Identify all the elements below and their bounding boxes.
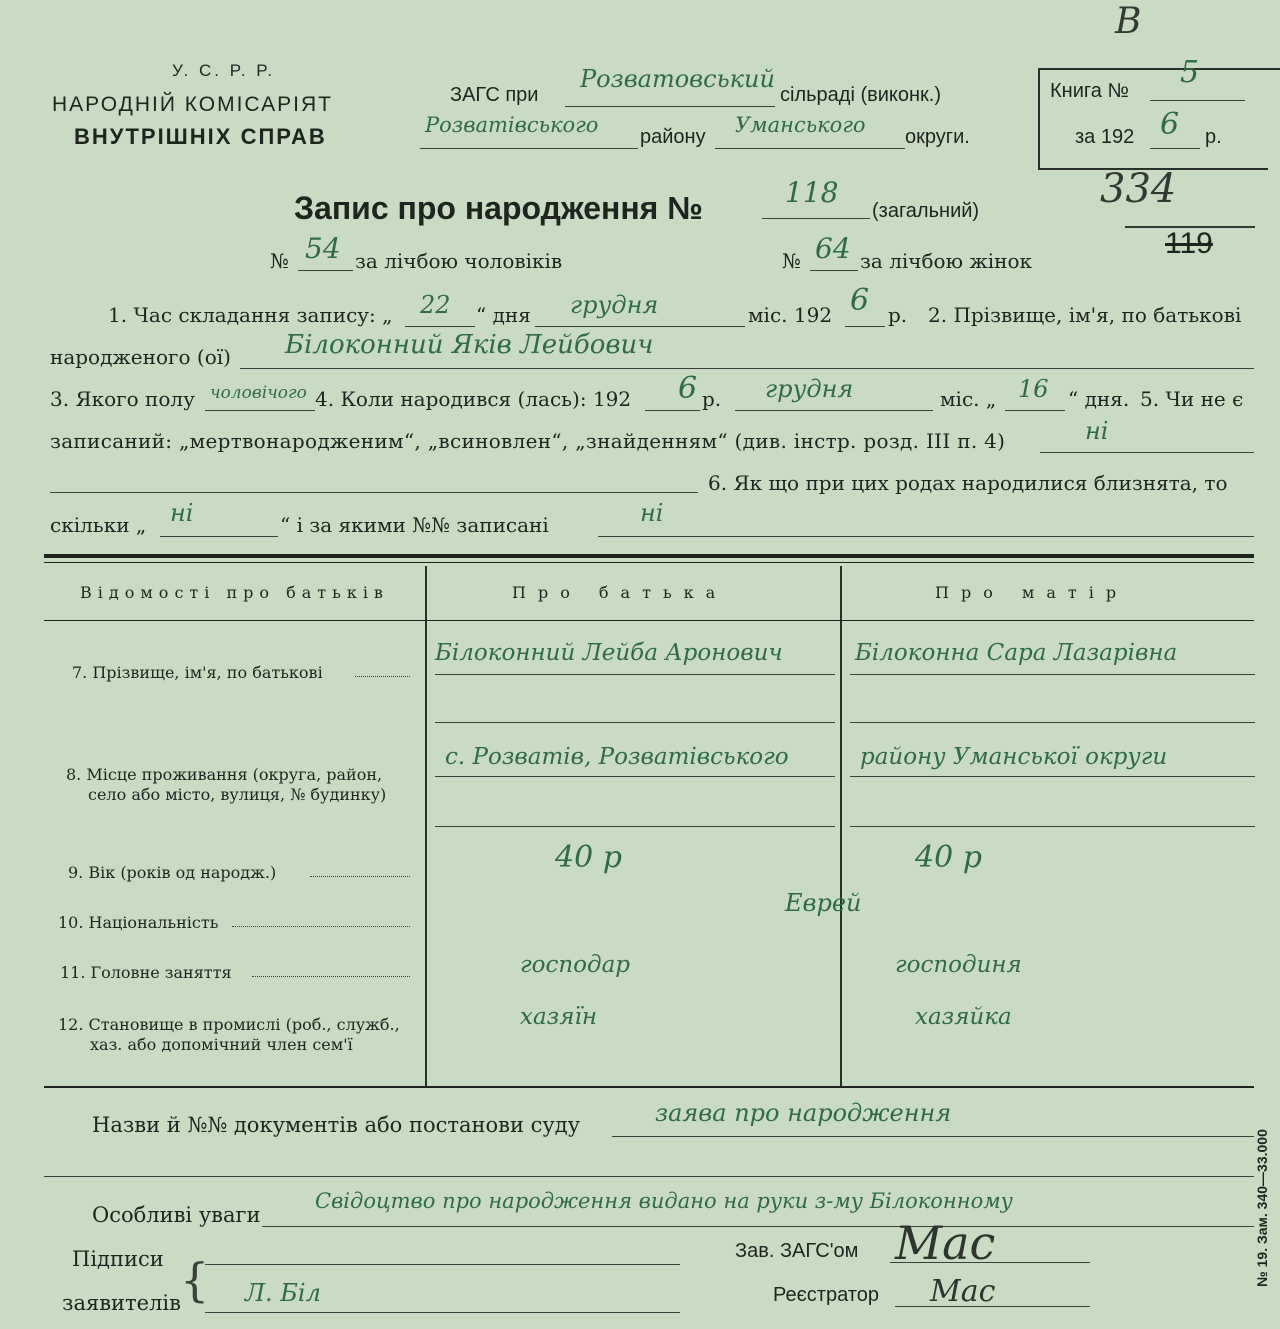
book-box-left-border	[1038, 70, 1040, 170]
row10-dots	[232, 926, 410, 927]
head-signature-handwritten: Мас	[895, 1216, 996, 1270]
row8-father-line1	[435, 776, 835, 777]
row7-father-line2	[435, 722, 835, 723]
row10-shared-handwritten: Еврей	[785, 889, 862, 917]
row7-father-line1	[435, 674, 835, 675]
corner-number-handwritten: 334	[1100, 166, 1177, 212]
row9-father-handwritten: 40 р	[555, 840, 622, 875]
commissariat-line2: ВНУТРІШНІХ СПРАВ	[74, 124, 327, 149]
signatures-label: Підписи	[72, 1247, 164, 1271]
birth-day-handwritten: 16	[1018, 375, 1049, 403]
item5-answer-line	[1040, 452, 1254, 453]
documents-label: Назви й №№ документів або постанови суду	[92, 1113, 581, 1137]
remarks-line	[262, 1226, 1254, 1227]
twins-numbers-handwritten: ні	[640, 499, 664, 527]
item5-label: 5. Чи не є	[1140, 387, 1244, 411]
registrar-signature-handwritten: Мас	[930, 1274, 996, 1309]
record-number-handwritten: 118	[785, 176, 839, 209]
row9-label: 9. Вік (років од народж.)	[68, 863, 277, 882]
record-day-line	[405, 326, 475, 327]
birth-year-handwritten: 6	[678, 371, 698, 406]
row11-father-handwritten: господар	[520, 952, 631, 978]
documents-line	[612, 1136, 1254, 1137]
twins-mid-label: “ і за якими №№ записані	[280, 513, 549, 537]
men-no-sign: №	[270, 249, 289, 273]
col2-header: Про батька	[512, 583, 728, 602]
birth-month-handwritten: грудня	[765, 375, 854, 403]
col3-header: Про матір	[935, 583, 1129, 602]
born-label: народженого (ої)	[50, 345, 231, 369]
women-no-sign: №	[782, 249, 801, 273]
book-year-line	[1150, 148, 1200, 149]
men-label: за лічбою чоловіків	[355, 249, 563, 273]
ussr-label: У. С. Р. Р.	[172, 61, 276, 80]
general-label: (загальний)	[872, 200, 980, 222]
birth-month-line	[735, 410, 933, 411]
birth-day-label: “ дня.	[1068, 387, 1130, 411]
remarks-handwritten: Свідоцтво про народження видано на руки з-му Білоконному	[315, 1189, 1013, 1213]
documents-handwritten: заява про народження	[655, 1099, 952, 1127]
record-month-line	[535, 326, 745, 327]
raion-handwritten: Розватівського	[425, 113, 599, 137]
corner-struck-number: 119	[1165, 227, 1213, 260]
row7-label: 7. Прізвище, ім'я, по батькові	[72, 663, 323, 682]
book-box-top-border	[1038, 68, 1280, 70]
record-month-handwritten: грудня	[570, 291, 659, 319]
sex-handwritten: чоловічого	[210, 383, 307, 403]
record-year-line	[845, 326, 885, 327]
row12-label: 12. Становище в промислі (роб., служб.,	[58, 1015, 400, 1034]
twins-count-handwritten: ні	[170, 499, 194, 527]
born-name-handwritten: Білоконний Яків Лейбович	[285, 330, 654, 360]
row9-mother-handwritten: 40 р	[915, 840, 982, 875]
corner-divider	[1125, 226, 1255, 228]
book-number-handwritten: 5	[1180, 55, 1200, 90]
row8-label: 8. Місце проживання (округа, район,	[66, 765, 383, 784]
row7-father-handwritten: Білоконний Лейба Аронович	[435, 640, 783, 666]
item4-label: 4. Коли народився (лась): 192	[315, 387, 632, 411]
twins-numbers-line	[598, 536, 1254, 537]
book-year-suffix: р.	[1205, 126, 1222, 148]
row7-mother-handwritten: Білоконна Сара Лазарівна	[855, 640, 1178, 666]
applicant-sig-line2	[205, 1312, 680, 1313]
men-number-line	[298, 270, 353, 271]
row11-dots	[252, 976, 410, 977]
row11-label: 11. Головне заняття	[60, 963, 232, 982]
row11-mother-handwritten: господиня	[895, 952, 1022, 978]
zags-village-line	[565, 106, 775, 107]
item5-continuation: записаний: „мертвонародженим“, „всиновлен“, „знайденням“ (див. інстр. розд. III п. 4)	[50, 429, 1006, 453]
birth-year-suffix: р.	[702, 387, 722, 411]
okrugy-label: округи.	[905, 126, 970, 148]
item5-extra-line	[50, 492, 698, 493]
side-print-number: № 19. Зам. 340—33.000	[1254, 1129, 1270, 1287]
table-divider-1	[425, 566, 427, 1086]
item2-label: 2. Прізвище, ім'я, по батькові	[928, 303, 1242, 327]
book-number-line	[1150, 100, 1245, 101]
row7-mother-line1	[850, 674, 1255, 675]
row12-label-line2: хаз. або допомічний член сем'ї	[90, 1035, 353, 1054]
applicants-label: заявителів	[62, 1291, 181, 1315]
row8-mother-line2	[850, 826, 1255, 827]
birth-month-label: міс. „	[940, 387, 997, 411]
row7-dots	[355, 676, 410, 677]
sex-line	[205, 410, 315, 411]
born-name-line	[240, 368, 1254, 369]
record-year-handwritten: 6	[850, 283, 870, 318]
okrug-handwritten: Уманського	[735, 113, 866, 137]
men-number-handwritten: 54	[305, 232, 341, 265]
book-year-handwritten: 6	[1160, 107, 1180, 142]
applicant-signature-handwritten: Л. Біл	[245, 1279, 321, 1307]
birth-year-line	[645, 410, 700, 411]
col1-header: Відомості про батьків	[80, 583, 389, 602]
row9-dots	[310, 876, 410, 877]
table-bottom-rule	[44, 1086, 1254, 1088]
women-number-handwritten: 64	[815, 232, 851, 265]
row12-mother-handwritten: хазяйка	[915, 1004, 1012, 1030]
twins-how-many: скільки „	[50, 513, 147, 537]
birth-day-line	[1005, 410, 1065, 411]
okrug-line	[715, 148, 905, 149]
record-number-line	[762, 218, 870, 219]
item1-label: 1. Час складання запису: „	[108, 303, 393, 327]
item3-label: 3. Якого полу	[50, 387, 195, 411]
item5-answer-handwritten: ні	[1085, 417, 1109, 445]
women-number-line	[810, 270, 858, 271]
documents-extra-line	[44, 1176, 1254, 1177]
raionu-label: району	[640, 126, 706, 148]
month-label: міс. 192	[748, 303, 833, 327]
raion-line	[420, 148, 638, 149]
commissariat-line1: НАРОДНІЙ КОМІСАРІЯТ	[52, 93, 333, 116]
row8-mother-line1	[850, 776, 1255, 777]
table-divider-2	[840, 566, 842, 1086]
table-header-rule	[44, 620, 1254, 621]
row8-mother-handwritten: району Уманської округи	[860, 744, 1168, 770]
book-year-prefix: за 192	[1075, 126, 1135, 148]
row12-father-handwritten: хазяїн	[520, 1004, 597, 1030]
corner-mark-handwritten: B	[1115, 1, 1142, 42]
row10-label: 10. Національність	[58, 913, 219, 932]
record-day-handwritten: 22	[420, 291, 451, 319]
twins-count-line	[160, 536, 278, 537]
row8-father-handwritten: с. Розватів, Розватівського	[445, 744, 789, 770]
book-label: Книга №	[1050, 80, 1129, 102]
record-year-suffix: р.	[888, 303, 908, 327]
zags-village-handwritten: Розватовський	[580, 65, 775, 93]
day-label: “ дня	[476, 303, 531, 327]
table-top-thin-rule	[44, 562, 1254, 563]
row8-label-line2: село або місто, вулиця, № будинку)	[88, 785, 387, 804]
record-title: Запис про народження №	[294, 190, 703, 226]
women-label: за лічбою жінок	[860, 249, 1033, 273]
brace-glyph: {	[180, 1253, 210, 1307]
row8-father-line2	[435, 826, 835, 827]
applicant-sig-line1	[205, 1264, 680, 1265]
table-top-thick-rule	[44, 554, 1254, 558]
row7-mother-line2	[850, 722, 1255, 723]
head-label: Зав. ЗАГС'ом	[735, 1240, 859, 1262]
zags-prefix: ЗАГС при	[450, 84, 539, 106]
remarks-label: Особливі уваги	[92, 1203, 261, 1227]
registrar-label: Реєстратор	[773, 1284, 879, 1306]
silradi-label: сільраді (виконк.)	[780, 84, 942, 106]
item6-label: 6. Як що при цих родах народилися близнята, то	[708, 471, 1228, 495]
